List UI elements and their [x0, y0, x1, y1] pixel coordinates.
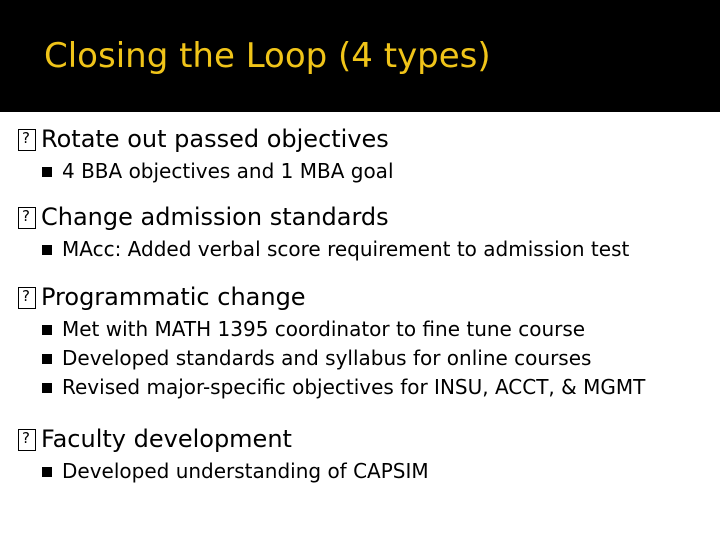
missing-glyph-icon	[18, 129, 36, 151]
square-bullet-icon	[42, 245, 52, 255]
missing-glyph-icon	[18, 207, 36, 229]
section-programmatic-change	[18, 280, 714, 401]
bullet-level1	[18, 280, 714, 314]
bullet-level2	[18, 156, 714, 185]
square-bullet-icon	[42, 467, 52, 477]
bullet-text: Revised major-specific objectives for INSU, ACCT, & MGMT	[62, 374, 646, 399]
square-bullet-icon	[42, 325, 52, 335]
square-bullet-icon	[42, 354, 52, 364]
bullet-level2	[18, 314, 714, 343]
bullet-text: Met with MATH 1395 coordinator to fine tune course	[62, 316, 586, 341]
square-bullet-icon	[42, 167, 52, 177]
section-faculty-development	[18, 422, 714, 485]
bullet-level2	[18, 234, 714, 263]
section-admission-standards	[18, 200, 714, 263]
bullet-text: MAcc: Added verbal score requirement to admission test	[62, 236, 630, 261]
bullet-level2	[18, 372, 714, 401]
bullet-text: Developed understanding of CAPSIM	[62, 458, 429, 483]
bullet-heading: Programmatic change	[41, 283, 306, 311]
bullet-heading: Change admission standards	[41, 203, 389, 231]
bullet-heading: Rotate out passed objectives	[41, 125, 389, 153]
slide-body	[18, 122, 714, 485]
bullet-level1	[18, 200, 714, 234]
missing-glyph-icon	[18, 287, 36, 309]
bullet-level2	[18, 343, 714, 372]
bullet-level2	[18, 456, 714, 485]
bullet-text: Developed standards and syllabus for online courses	[62, 345, 592, 370]
bullet-text: 4 BBA objectives and 1 MBA goal	[62, 158, 394, 183]
missing-glyph-icon	[18, 429, 36, 451]
bullet-heading: Faculty development	[41, 425, 292, 453]
square-bullet-icon	[42, 383, 52, 393]
section-rotate-objectives	[18, 122, 714, 185]
bullet-level1	[18, 122, 714, 156]
slide-title: Closing the Loop (4 types)	[44, 36, 491, 76]
bullet-level1	[18, 422, 714, 456]
title-band	[0, 0, 720, 112]
